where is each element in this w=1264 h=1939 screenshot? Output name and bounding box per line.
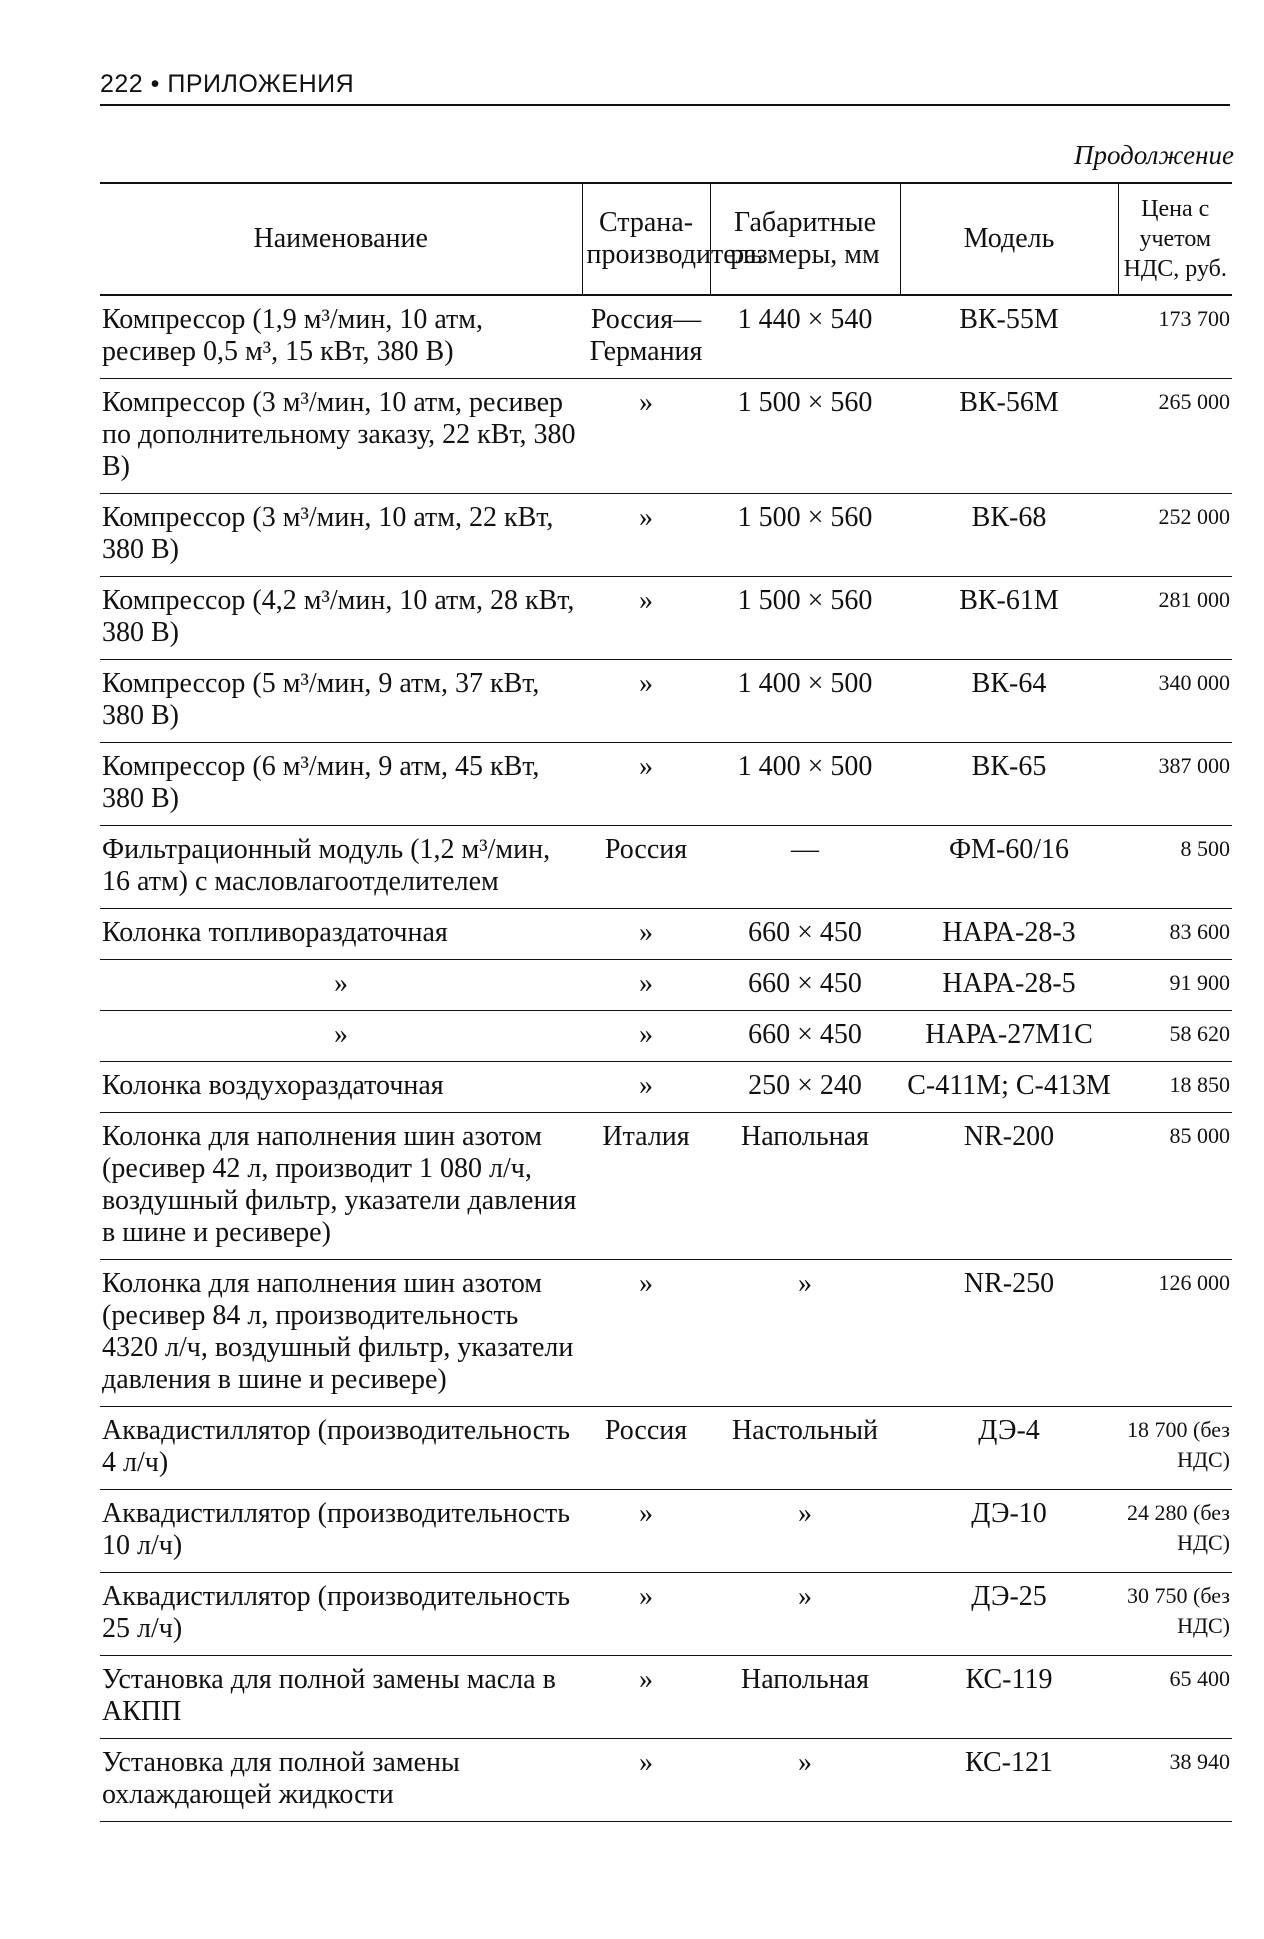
col-header-dimensions: Габаритные размеры, мм [710,183,900,295]
col-header-price: Цена с учетом НДС, руб. [1118,183,1232,295]
table-row [100,1739,1232,1822]
cell-model: ВК-68 [900,494,1118,577]
table-row [100,295,1232,379]
cell-name: » [100,960,582,1011]
cell-model: ВК-56М [900,379,1118,494]
cell-model: КС-121 [900,1739,1118,1822]
cell-dimensions: » [710,1739,900,1822]
cell-dimensions: Напольная [710,1656,900,1739]
cell-country: » [582,1260,710,1407]
cell-dimensions: 660 × 450 [710,1011,900,1062]
cell-price: 58 620 [1118,1011,1232,1062]
cell-name: Установка для полной замены охлаждающей жидкости [100,1739,582,1822]
cell-name: Аквадистиллятор (производительность 10 л/ч) [100,1490,582,1573]
header-bullet: • [150,70,160,98]
cell-name: Установка для полной замены масла в АКПП [100,1656,582,1739]
cell-country: » [582,743,710,826]
cell-price: 265 000 [1118,379,1232,494]
cell-country: » [582,1011,710,1062]
cell-name: Компрессор (3 м³/мин, 10 атм, ресивер по дополнительному заказу, 22 кВт, 380 В) [100,379,582,494]
cell-country: Россия [582,826,710,909]
cell-name: Колонка воздухораздаточная [100,1062,582,1113]
cell-name: Компрессор (1,9 м³/мин, 10 атм, ресивер 0,5 м³, 15 кВт, 380 В) [100,295,582,379]
cell-country: » [582,494,710,577]
cell-country: » [582,1490,710,1573]
cell-model: ВК-65 [900,743,1118,826]
table-body [100,295,1232,1822]
equipment-table [100,182,1232,1822]
table-row [100,577,1232,660]
cell-name: Компрессор (6 м³/мин, 9 атм, 45 кВт, 380 В) [100,743,582,826]
cell-model: НАРА-28-3 [900,909,1118,960]
cell-name: Колонка топливораздаточная [100,909,582,960]
cell-name: Компрессор (5 м³/мин, 9 атм, 37 кВт, 380 В) [100,660,582,743]
cell-price: 18 700 (без НДС) [1118,1407,1232,1490]
col-header-country: Страна-производитель [582,183,710,295]
cell-model: ДЭ-25 [900,1573,1118,1656]
cell-dimensions: Напольная [710,1113,900,1260]
section-title: ПРИЛОЖЕНИЯ [167,70,355,98]
cell-dimensions: 1 500 × 560 [710,379,900,494]
cell-country: Россия [582,1407,710,1490]
cell-name: Колонка для наполнения шин азотом (ресивер 84 л, производительность 4320 л/ч, воздушный фильтр, указатели давления в шине и ресивере) [100,1260,582,1407]
cell-price: 8 500 [1118,826,1232,909]
table-row [100,379,1232,494]
cell-model: ФМ-60/16 [900,826,1118,909]
cell-model: С-411М; С-413М [900,1062,1118,1113]
page-header [100,66,1230,106]
cell-dimensions: 1 440 × 540 [710,295,900,379]
cell-country: Италия [582,1113,710,1260]
cell-name: Аквадистиллятор (производительность 4 л/ч) [100,1407,582,1490]
cell-price: 387 000 [1118,743,1232,826]
cell-model: NR-250 [900,1260,1118,1407]
cell-country: » [582,960,710,1011]
cell-price: 126 000 [1118,1260,1232,1407]
cell-model: ВК-64 [900,660,1118,743]
cell-price: 38 940 [1118,1739,1232,1822]
cell-name: Колонка для наполнения шин азотом (ресивер 42 л, производит 1 080 л/ч, воздушный фильтр, указатели давления в шине и ресивере) [100,1113,582,1260]
table-row [100,1407,1232,1490]
cell-price: 252 000 [1118,494,1232,577]
col-header-name: Наименование [100,183,582,295]
cell-price: 85 000 [1118,1113,1232,1260]
cell-dimensions: 660 × 450 [710,960,900,1011]
cell-price: 340 000 [1118,660,1232,743]
cell-country: » [582,909,710,960]
cell-model: КС-119 [900,1656,1118,1739]
cell-price: 18 850 [1118,1062,1232,1113]
continuation-label: Продолжение [1073,140,1234,170]
cell-country: » [582,577,710,660]
cell-dimensions: Настольный [710,1407,900,1490]
cell-model: НАРА-28-5 [900,960,1118,1011]
table-row [100,1011,1232,1062]
header-rule [100,104,1230,106]
table-row [100,909,1232,960]
table-row [100,826,1232,909]
cell-name: » [100,1011,582,1062]
cell-country: Россия—Германия [582,295,710,379]
cell-price: 173 700 [1118,295,1232,379]
table-row [100,1113,1232,1260]
cell-name: Компрессор (4,2 м³/мин, 10 атм, 28 кВт, 380 В) [100,577,582,660]
table-row [100,960,1232,1011]
cell-price: 65 400 [1118,1656,1232,1739]
cell-price: 30 750 (без НДС) [1118,1573,1232,1656]
cell-model: NR-200 [900,1113,1118,1260]
cell-dimensions: — [710,826,900,909]
cell-dimensions: » [710,1260,900,1407]
cell-dimensions: 1 500 × 560 [710,577,900,660]
cell-model: ДЭ-4 [900,1407,1118,1490]
cell-dimensions: » [710,1490,900,1573]
cell-country: » [582,1739,710,1822]
cell-dimensions: 250 × 240 [710,1062,900,1113]
cell-dimensions: 660 × 450 [710,909,900,960]
cell-country: » [582,1656,710,1739]
cell-dimensions: 1 500 × 560 [710,494,900,577]
table-row [100,1062,1232,1113]
cell-model: ДЭ-10 [900,1490,1118,1573]
table-row [100,494,1232,577]
cell-country: » [582,660,710,743]
cell-model: ВК-55М [900,295,1118,379]
cell-name: Компрессор (3 м³/мин, 10 атм, 22 кВт, 380 В) [100,494,582,577]
cell-country: » [582,1062,710,1113]
cell-price: 83 600 [1118,909,1232,960]
page-number: 222 [100,70,144,98]
cell-dimensions: 1 400 × 500 [710,743,900,826]
cell-name: Фильтрационный модуль (1,2 м³/мин, 16 атм) с масловлагоотделителем [100,826,582,909]
cell-price: 281 000 [1118,577,1232,660]
cell-dimensions: 1 400 × 500 [710,660,900,743]
cell-name: Аквадистиллятор (производительность 25 л/ч) [100,1573,582,1656]
table-row [100,1260,1232,1407]
cell-dimensions: » [710,1573,900,1656]
cell-model: НАРА-27М1С [900,1011,1118,1062]
cell-country: » [582,1573,710,1656]
cell-price: 24 280 (без НДС) [1118,1490,1232,1573]
cell-price: 91 900 [1118,960,1232,1011]
cell-country: » [582,379,710,494]
cell-model: ВК-61М [900,577,1118,660]
table-header-row [100,183,1232,295]
table-row [100,1573,1232,1656]
table-row [100,1490,1232,1573]
table-row [100,660,1232,743]
table-row [100,743,1232,826]
col-header-model: Модель [900,183,1118,295]
table-row [100,1656,1232,1739]
